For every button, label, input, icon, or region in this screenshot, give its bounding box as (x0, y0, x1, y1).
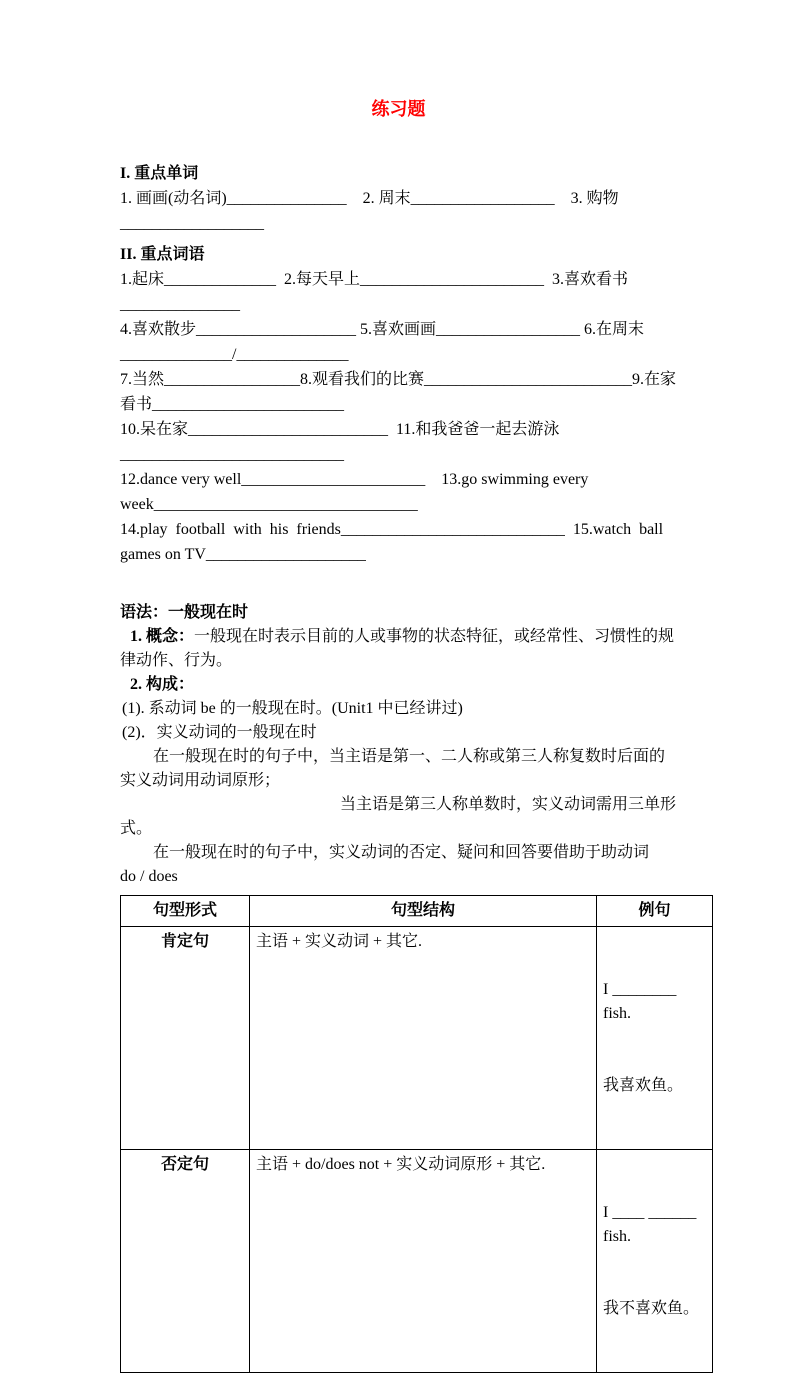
grammar-concept-line (120, 625, 677, 649)
text-line: week_________________________________ (120, 496, 418, 513)
sentence-pattern-table (120, 895, 713, 1373)
example-translation: 我不喜欢鱼。 (603, 1300, 700, 1317)
grammar-concept-text: 一般现在时表示目前的人或事物的状态特征，或经常性、习惯性的规 (194, 628, 675, 645)
section-key-phrases (120, 242, 677, 567)
example-sentence: I ________ fish. (603, 981, 681, 1022)
text-line: 10.呆在家_________________________ 11.和我爸爸一起去游泳 (120, 421, 560, 438)
text-line: 看书________________________ (120, 396, 345, 413)
header-pattern-structure: 句型结构 (250, 896, 597, 927)
table-row-negative (121, 1150, 713, 1373)
example-translation: 我喜欢鱼。 (603, 1077, 684, 1094)
grammar-form-label: 2. 构成： (130, 676, 195, 693)
text-line: 12.dance very well_______________________ 13.go swimming every (120, 471, 589, 488)
text-line: do / does (120, 868, 178, 885)
text-line: 当主语是第三人称单数时，实义动词需用三单形 (340, 796, 677, 813)
text-line: 7.当然_________________8.观看我们的比赛__________________________9.在家 (120, 371, 677, 388)
table-header-row (121, 896, 713, 927)
text-line: 4.喜欢散步____________________ 5.喜欢画画__________________ 6.在周末 (120, 321, 645, 338)
key-phrases-heading: II. 重点词语 (120, 246, 205, 263)
example-cell (597, 1150, 713, 1373)
blank-line: ______________/______________ (120, 346, 349, 363)
text-line: games on TV____________________ (120, 546, 366, 563)
table-row-affirmative (121, 927, 713, 1150)
section-grammar (120, 601, 677, 889)
text-line: (1). 系动词 be 的一般现在时。(Unit1 中已经讲过) (122, 700, 463, 717)
key-words-heading: I. 重点单词 (120, 165, 199, 182)
pattern-form-cell: 否定句 (121, 1150, 250, 1373)
section-key-words (120, 161, 677, 236)
example-sentence: I ____ ______ fish. (603, 1204, 701, 1245)
grammar-concept-text-cont: 律动作、行为。 (120, 652, 233, 669)
pattern-structure-cell: 主语 + do/does not + 实义动词原形 + 其它. (250, 1150, 597, 1373)
header-example: 例句 (597, 896, 713, 927)
example-cell (597, 927, 713, 1150)
header-pattern-form: 句型形式 (121, 896, 250, 927)
pattern-form-cell: 肯定句 (121, 927, 250, 1150)
grammar-heading: 语法：一般现在时 (120, 604, 249, 621)
text-line: 在一般现在时的句子中，当主语是第一、二人称或第三人称复数时后面的 (153, 748, 666, 765)
blank-line: ____________________________ (120, 446, 344, 463)
text-line: 式。 (120, 820, 153, 837)
grammar-concept-label: 1. 概念： (130, 628, 195, 645)
text-line: (2)．实义动词的一般现在时 (122, 724, 317, 741)
text-line: 1. 画画(动名词)_______________ 2. 周末__________________ 3. 购物 (120, 190, 619, 207)
text-line: 实义动词用动词原形； (120, 772, 281, 789)
blank-line: __________________ (120, 215, 264, 232)
pattern-structure-cell: 主语 + 实义动词 + 其它. (250, 927, 597, 1150)
blank-line: _______________ (120, 296, 240, 313)
text-line: 在一般现在时的句子中，实义动词的否定、疑问和回答要借助于助动词 (153, 844, 650, 861)
page-title: 练习题 (371, 99, 426, 119)
text-line: 14.play football with his friends____________________________ 15.watch ball (120, 521, 664, 538)
text-line: 1.起床______________ 2.每天早上_______________________ 3.喜欢看书 (120, 271, 629, 288)
